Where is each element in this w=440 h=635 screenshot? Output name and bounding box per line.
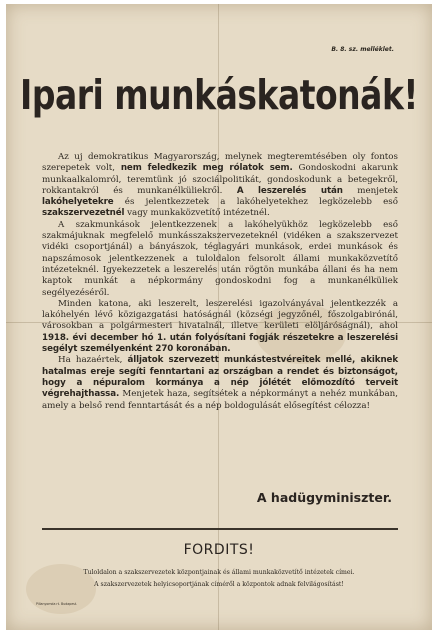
- divider-rule: [42, 528, 398, 530]
- body-paragraph: [42, 299, 398, 355]
- body-paragraph: [42, 152, 398, 220]
- emphasis-text: szakszervezetnél: [42, 208, 125, 219]
- body-text: [42, 152, 398, 412]
- paragraph-text: és jelentkezzetek a lakóhelyetekhez legközelebb eső: [113, 197, 398, 208]
- footer-note: Tuloldalon a szakszervezetek központjainak és állami munkaközvetítő intézetek címei.: [83, 569, 355, 576]
- body-paragraph: [42, 220, 398, 299]
- paragraph-text: A szakmunkások jelentkezzenek a lakóhelyükhöz legközelebb eső szakmájuknak megfelelő munkásszakszervezeteknél (vidéken a szakszervezet vidéki csoportjánál) a bányászok, téglagyári munkások, erdei munkások és napszámosok jelentkezzenek a tuloldalon felsorolt állami munkaközvetítő intézeteknél. Igyekezzetek a leszerelés után rögtön munkába állani és ha nem kaptok munkát a népkormány gondoskodni fog a munkanélküliek segélyezéséről.: [42, 219, 398, 298]
- footer-notes: [6, 567, 432, 591]
- print-reference: B. 8. sz. melléklet.: [331, 46, 394, 53]
- back-side-heading: FORDITS!: [183, 542, 255, 558]
- paragraph-text: Az uj demokratikus Magyarország, melynek megteremtésében oly fontos szerepetek volt,: [42, 152, 398, 174]
- emphasis-text: lakóhelyetekre: [42, 197, 114, 208]
- paragraph-text: Minden katona, aki leszerelt, leszerelési igazolványával jelentkezzék a lakóhelyén lévő közigazgatási hatóságnál (községi jegyzőnél, főszolgabirónál, városokban a polgármesteri hivatalnál, illetve kerületi elöljáróságnál), ahol: [42, 298, 398, 332]
- headline: Ipari munkáskatonák!: [20, 70, 418, 119]
- paragraph-text: Menjetek haza, segítsétek a népkormányt a nehéz munkában, amely a belső rend fenntartását és a nép boldogulását elősegítést célozza!: [42, 389, 398, 411]
- emphasis-text: nem feledkezik meg rólatok sem.: [120, 163, 293, 174]
- printer-imprint: Pillanyomda rt. Budapest.: [36, 602, 78, 606]
- emphasis-text: álljatok szervezett munkástestvéreitek mellé, akiknek hatalmas ereje segíti fenntartani az országban a rendet és biztonságot, hogy a népuralom kormánya a nép jólétét előmozdító terveit végrehajthassa.: [42, 355, 399, 400]
- footer-note: A szakszervezetek helyicsoportjának címéről a központok adnak felvilágosítást!: [94, 581, 344, 588]
- poster-sheet: [6, 4, 432, 630]
- paragraph-text: menjetek: [342, 185, 398, 196]
- emphasis-text: A leszerelés után: [236, 185, 343, 196]
- body-paragraph: [42, 355, 398, 411]
- paragraph-text: Ha hazaértek,: [58, 355, 128, 366]
- paragraph-text: Gondoskodni akarunk munkaalkalomról, teremtünk jó szociálpolitikát, gondoskodunk a betegekről, rokkantakról és munkanélküliekről.: [42, 163, 398, 196]
- emphasis-text: 1918. évi december hó 1. után folyósítani fogják részetekre a leszerelési segélyt személyenként 270 koronában.: [42, 332, 398, 355]
- paragraph-text: vagy munkaközvetítő intézetnél.: [124, 208, 270, 219]
- signature: A hadügyminiszter.: [256, 490, 392, 505]
